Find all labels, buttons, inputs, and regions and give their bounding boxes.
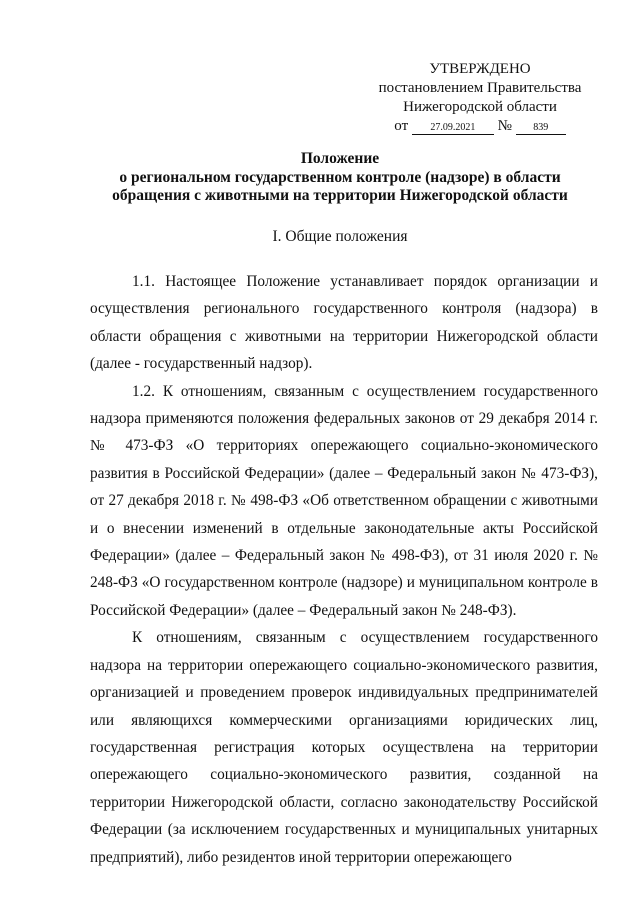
resolution-label: постановлением Правительства <box>378 80 582 96</box>
approved-label: УТВЕРЖДЕНО <box>429 61 531 77</box>
date-number-line <box>360 117 600 136</box>
paragraph: 1.1. Настоящее Положение устанавливает порядок организации и осуществления регионального государственного контроля (надзора) в области обращения с животными на территории Нижегородской области (далее - государственный надзор). <box>90 273 598 373</box>
approval-date: 27.09.2021 <box>412 122 494 135</box>
section-heading: I. Общие положения <box>272 228 408 245</box>
document-body <box>90 268 598 871</box>
title-line-3: обращения с животными на территории Нижегородской области <box>112 187 568 204</box>
document-title <box>80 150 600 206</box>
title-line-2: о региональном государственном контроле (надзоре) в области <box>119 168 561 186</box>
paragraph: 1.2. К отношениям, связанным с осуществлением государственного надзора применяются положения федеральных законов от 29 декабря 2014 г. № 473-ФЗ «О территориях опережающего социально-экономического развития в Российской Федерации» (далее – Федеральный закон № 473-ФЗ), от 27 декабря 2018 г. № 498-ФЗ «Об ответственном обращении с животными и о внесении изменений в отдельные законодательные акты Российской Федерации» (далее – Федеральный закон № 498-ФЗ), от 31 июля 2020 г. № 248-ФЗ «О государственном контроле (надзоре) и муниципальном контроле в Российской Федерации» (далее – Федеральный закон № 248-ФЗ). <box>90 382 598 619</box>
title-line-1: Положение <box>300 150 380 167</box>
paragraph: К отношениям, связанным с осуществлением государственного надзора на территории опережающего социально-экономического развития, организацией и проведением проверок индивидуальных предпринимателей или являющихся коммерческими организациями юридических лиц, государственная регистрация которых осуществлена на территории опережающего социально-экономического развития, созданной на территории Нижегородской области, согласно законодательству Российской Федерации (за исключением государственных и муниципальных унитарных предприятий), либо резидентов иной территории опережающего <box>90 629 598 866</box>
region-label: Нижегородской области <box>403 99 557 115</box>
approval-number: 839 <box>516 122 566 135</box>
number-sign: № <box>497 118 512 134</box>
from-label: от <box>394 118 409 134</box>
approval-stamp <box>360 60 600 136</box>
